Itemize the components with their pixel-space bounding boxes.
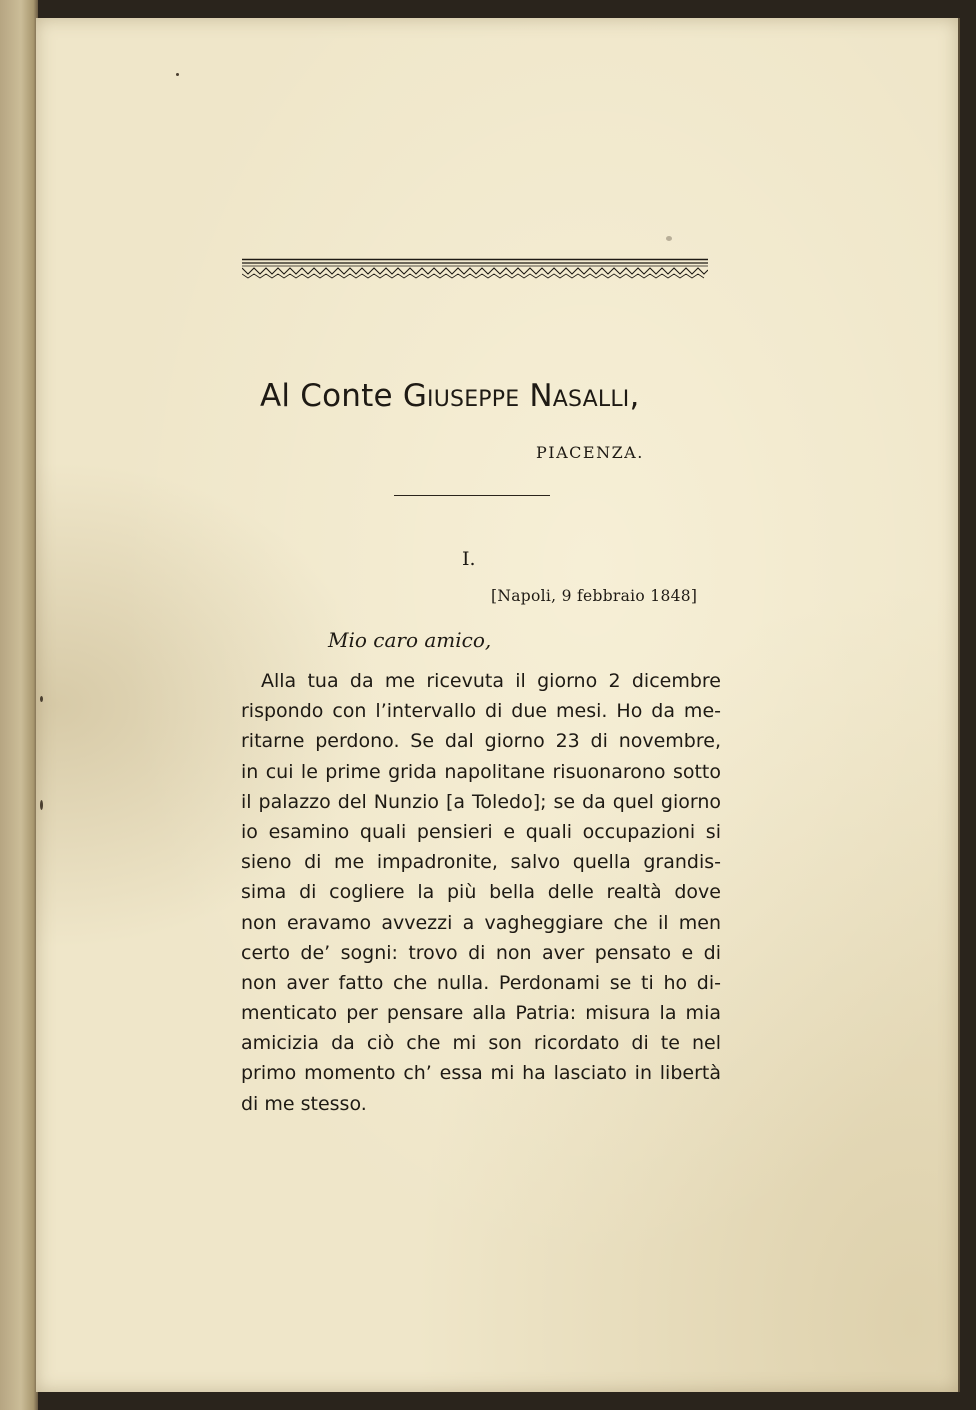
body-line: il palazzo del Nunzio [a Toledo]; se da quel giorno <box>241 790 721 813</box>
decorative-header-ornament <box>242 258 708 280</box>
title-prefix: Al Conte <box>260 378 403 414</box>
body-line: io esamino quali pensieri e quali occupazioni si <box>241 820 721 843</box>
letter-dateline: [Napoli, 9 febbraio 1848] <box>491 587 698 605</box>
body-line: certo de’ sogni: trovo di non aver pensato e di <box>241 941 721 964</box>
body-line: Alla tua da me ricevuta il giorno 2 dicembre <box>261 670 721 692</box>
body-line: rispondo con l’intervallo di due mesi. Ho da me- <box>241 700 721 723</box>
title-last-name: Nasalli, <box>529 378 640 414</box>
body-line: sima di cogliere la più bella delle realtà dove <box>241 881 721 904</box>
section-divider <box>394 495 550 496</box>
body-line: sieno di me impadronite, salvo quella grandis- <box>241 851 721 874</box>
body-line: primo momento ch’ essa mi ha lasciato in libertà <box>241 1062 721 1085</box>
letter-number: I. <box>462 548 476 570</box>
body-line: non aver fatto che nulla. Perdonami se ti ho di- <box>241 971 721 994</box>
body-line: menticato per pensare alla Patria: misura la mia <box>241 1002 721 1025</box>
dedication-place: PIACENZA. <box>536 443 644 462</box>
adjacent-page-edge <box>0 0 38 1410</box>
title-first-name: Giuseppe <box>402 378 520 414</box>
letter-body <box>241 666 721 1119</box>
body-line: di me stesso. <box>241 1092 367 1115</box>
book-page <box>36 18 960 1392</box>
paper-speck <box>176 73 179 76</box>
body-line: amicizia da ciò che mi son ricordato di te nel <box>241 1032 721 1055</box>
dedication-title <box>260 378 710 414</box>
letter-salutation: Mio caro amico, <box>328 628 492 652</box>
paper-speck <box>40 696 43 702</box>
body-line: non eravamo avvezzi a vagheggiare che il men <box>241 911 721 934</box>
paper-speck <box>666 236 672 241</box>
body-line: in cui le prime grida napolitane risuonarono sotto <box>241 760 721 783</box>
paper-speck <box>40 800 43 810</box>
body-line: ritarne perdono. Se dal giorno 23 di novembre, <box>241 730 721 753</box>
